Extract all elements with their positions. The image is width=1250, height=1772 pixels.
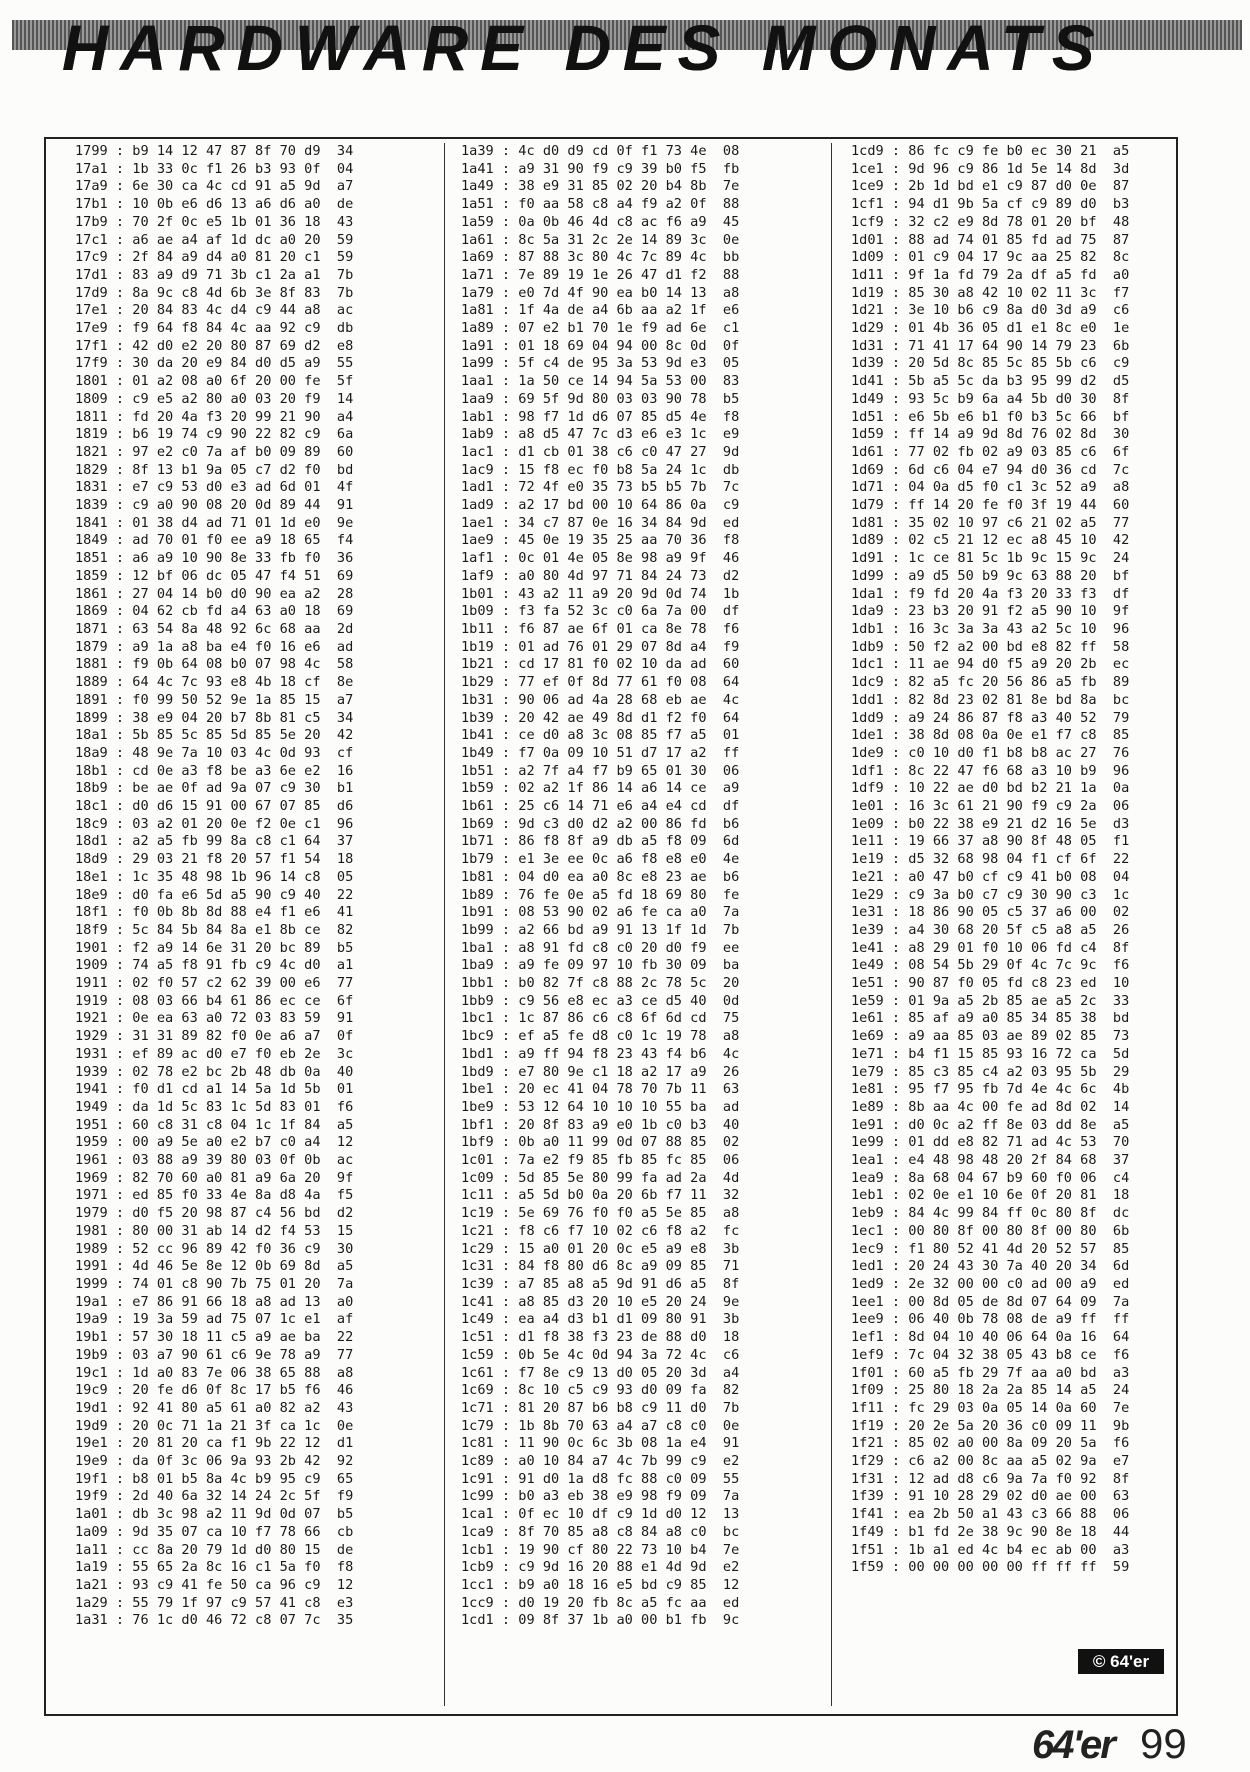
listing-line: 1f01 : 60 a5 fb 29 7f aa a0 bd a3 xyxy=(851,1364,1130,1381)
listing-line: 1c61 : f7 8e c9 13 d0 05 20 3d a4 xyxy=(461,1364,740,1381)
listing-line: 1b89 : 76 fe 0e a5 fd 18 69 80 fe xyxy=(461,886,740,903)
listing-line: 1d71 : 04 0a d5 f0 c1 3c 52 a9 a8 xyxy=(851,479,1130,496)
listing-line: 1bc1 : 1c 87 86 c6 c8 6f 6d cd 75 xyxy=(461,1010,740,1027)
listing-line: 1be1 : 20 ec 41 04 78 70 7b 11 63 xyxy=(461,1081,740,1098)
listing-line: 17c9 : 2f 84 a9 d4 a0 81 20 c1 59 xyxy=(75,249,354,266)
listing-line: 1bb1 : b0 82 7f c8 88 2c 78 5c 20 xyxy=(461,975,740,992)
listing-line: 19d1 : 92 41 80 a5 61 a0 82 a2 43 xyxy=(75,1399,354,1416)
listing-line: 1a39 : 4c d0 d9 cd 0f f1 73 4e 08 xyxy=(461,143,740,159)
listing-line: 1b69 : 9d c3 d0 d2 a2 00 86 fd b6 xyxy=(461,815,740,832)
listing-line: 1961 : 03 88 a9 39 80 03 0f 0b ac xyxy=(75,1152,354,1169)
listing-line: 1de1 : 38 8d 08 0a 0e e1 f7 c8 85 xyxy=(851,727,1130,744)
listing-line: 1a11 : cc 8a 20 79 1d d0 80 15 de xyxy=(75,1541,354,1558)
listing-line: 1cc9 : d0 19 20 fb 8c a5 fc aa ed xyxy=(461,1594,740,1611)
listing-line: 1ea9 : 8a 68 04 67 b9 60 f0 06 c4 xyxy=(851,1169,1130,1186)
listing-line: 1cb9 : c9 9d 16 20 88 e1 4d 9d e2 xyxy=(461,1559,740,1576)
listing-line: 1d81 : 35 02 10 97 c6 21 02 a5 77 xyxy=(851,514,1130,531)
listing-line: 1a41 : a9 31 90 f9 c9 39 b0 f5 fb xyxy=(461,160,740,177)
listing-line: 1bf1 : 20 8f 83 a9 e0 1b c0 b3 40 xyxy=(461,1116,740,1133)
listing-line: 1a29 : 55 79 1f 97 c9 57 41 c8 e3 xyxy=(75,1594,354,1611)
hex-column-3 xyxy=(851,143,1129,1772)
listing-line: 1d91 : 1c ce 81 5c 1b 9c 15 9c 24 xyxy=(851,550,1130,567)
listing-line: 1b79 : e1 3e ee 0c a6 f8 e8 e0 4e xyxy=(461,851,740,868)
listing-line: 1df9 : 10 22 ae d0 bd b2 21 1a 0a xyxy=(851,780,1130,797)
listing-line: 1ce1 : 9d 96 c9 86 1d 5e 14 8d 3d xyxy=(851,160,1130,177)
listing-line: 1b31 : 90 06 ad 4a 28 68 eb ae 4c xyxy=(461,691,740,708)
listing-line: 1b91 : 08 53 90 02 a6 fe ca a0 7a xyxy=(461,904,740,921)
listing-line: 18d9 : 29 03 21 f8 20 57 f1 54 18 xyxy=(75,851,354,868)
listing-line: 1d99 : a9 d5 50 b9 9c 63 88 20 bf xyxy=(851,567,1130,584)
listing-line: 1c29 : 15 a0 01 20 0c e5 a9 e8 3b xyxy=(461,1240,740,1257)
listing-line: 1e39 : a4 30 68 20 5f c5 a8 a5 26 xyxy=(851,921,1130,938)
listing-line: 1c19 : 5e 69 76 f0 f0 a5 5e 85 a8 xyxy=(461,1205,740,1222)
listing-line: 1ad9 : a2 17 bd 00 10 64 86 0a c9 xyxy=(461,497,740,514)
listing-line: 1ac9 : 15 f8 ec f0 b8 5a 24 1c db xyxy=(461,461,740,478)
listing-line: 1bd9 : e7 80 9e c1 18 a2 17 a9 26 xyxy=(461,1063,740,1080)
listing-line: 1b81 : 04 d0 ea a0 8c e8 23 ae b6 xyxy=(461,868,740,885)
listing-line: 1e31 : 18 86 90 05 c5 37 a6 00 02 xyxy=(851,904,1130,921)
listing-line: 1de9 : c0 10 d0 f1 b8 b8 ac 27 76 xyxy=(851,744,1130,761)
listing-line: 1b21 : cd 17 81 f0 02 10 da ad 60 xyxy=(461,656,740,673)
listing-line: 1d59 : ff 14 a9 9d 8d 76 02 8d 30 xyxy=(851,426,1130,443)
listing-line: 1d19 : 85 30 a8 42 10 02 11 3c f7 xyxy=(851,284,1130,301)
listing-line: 17e1 : 20 84 83 4c d4 c9 44 a8 ac xyxy=(75,302,354,319)
listing-line: 1879 : a9 1a a8 ba e4 f0 16 e6 ad xyxy=(75,638,354,655)
listing-line: 1a81 : 1f 4a de a4 6b aa a2 1f e6 xyxy=(461,302,740,319)
listing-line: 1901 : f2 a9 14 6e 31 20 bc 89 b5 xyxy=(75,939,354,956)
listing-line: 1a31 : 76 1c d0 46 72 c8 07 7c 35 xyxy=(75,1612,354,1629)
listing-line: 1d89 : 02 c5 21 12 ec a8 45 10 42 xyxy=(851,532,1130,549)
listing-line: 1941 : f0 d1 cd a1 14 5a 1d 5b 01 xyxy=(75,1081,354,1098)
listing-line: 1d69 : 6d c6 04 e7 94 d0 36 cd 7c xyxy=(851,461,1130,478)
listing-line: 1ba9 : a9 fe 09 97 10 fb 30 09 ba xyxy=(461,957,740,974)
listing-line: 1c21 : f8 c6 f7 10 02 c6 f8 a2 fc xyxy=(461,1222,740,1239)
listing-line: 1809 : c9 e5 a2 80 a0 03 20 f9 14 xyxy=(75,390,354,407)
listing-line: 1ef9 : 7c 04 32 38 05 43 b8 ce f6 xyxy=(851,1346,1130,1363)
listing-line: 1b59 : 02 a2 1f 86 14 a6 14 ce a9 xyxy=(461,780,740,797)
listing-line: 1c39 : a7 85 a8 a5 9d 91 d6 a5 8f xyxy=(461,1276,740,1292)
listing-line: 1b49 : f7 0a 09 10 51 d7 17 a2 ff xyxy=(461,744,740,761)
listing-line: 1a99 : 5f c4 de 95 3a 53 9d e3 05 xyxy=(461,355,740,372)
listing-line: 1c59 : 0b 5e 4c 0d 94 3a 72 4c c6 xyxy=(461,1346,740,1363)
listing-line: 1d41 : 5b a5 5c da b3 95 99 d2 d5 xyxy=(851,373,1130,390)
listing-line: 1881 : f9 0b 64 08 b0 07 98 4c 58 xyxy=(75,656,354,673)
listing-line: 18b9 : be ae 0f ad 9a 07 c9 30 b1 xyxy=(75,780,354,797)
listing-line: 1c51 : d1 f8 38 f3 23 de 88 d0 18 xyxy=(461,1329,740,1346)
page-title: HARDWARE DES MONATS xyxy=(62,12,1107,84)
listing-line: 1979 : d0 f5 20 98 87 c4 56 bd d2 xyxy=(75,1205,354,1222)
listing-line: 1f41 : ea 2b 50 a1 43 c3 66 88 06 xyxy=(851,1506,1130,1523)
listing-line: 19d9 : 20 0c 71 1a 21 3f ca 1c 0e xyxy=(75,1417,354,1434)
listing-line: 1d79 : ff 14 20 fe f0 3f 19 44 60 xyxy=(851,497,1130,514)
listing-line: 1c49 : ea a4 d3 b1 d1 09 80 91 3b xyxy=(461,1311,740,1328)
listing-line: 1821 : 97 e2 c0 7a af b0 09 89 60 xyxy=(75,443,354,460)
listing-line: 1e21 : a0 47 b0 cf c9 41 b0 08 04 xyxy=(851,868,1130,885)
listing-line: 1ed9 : 2e 32 00 00 c0 ad 00 a9 ed xyxy=(851,1276,1130,1292)
listing-line: 1c01 : 7a e2 f9 85 fb 85 fc 85 06 xyxy=(461,1152,740,1169)
listing-line: 1e91 : d0 0c a2 ff 8e 03 dd 8e a5 xyxy=(851,1116,1130,1133)
listing-line: 1ae9 : 45 0e 19 35 25 aa 70 36 f8 xyxy=(461,532,740,549)
column-divider xyxy=(444,143,445,1706)
listing-line: 1b19 : 01 ad 76 01 29 07 8d a4 f9 xyxy=(461,638,740,655)
listing-line: 1a59 : 0a 0b 46 4d c8 ac f6 a9 45 xyxy=(461,213,740,230)
listing-line: 1bb9 : c9 56 e8 ec a3 ce d5 40 0d xyxy=(461,992,740,1009)
listing-line: 1cd9 : 86 fc c9 fe b0 ec 30 21 a5 xyxy=(851,143,1130,159)
listing-line: 1801 : 01 a2 08 a0 6f 20 00 fe 5f xyxy=(75,373,354,390)
listing-line: 1f51 : 1b a1 ed 4c b4 ec ab 00 a3 xyxy=(851,1541,1130,1558)
listing-line: 17e9 : f9 64 f8 84 4c aa 92 c9 db xyxy=(75,320,354,337)
listing-line: 1cf9 : 32 c2 e9 8d 78 01 20 bf 48 xyxy=(851,213,1130,230)
listing-line: 1eb1 : 02 0e e1 10 6e 0f 20 81 18 xyxy=(851,1187,1130,1204)
listing-line: 1c99 : b0 a3 eb 38 e9 98 f9 09 7a xyxy=(461,1488,740,1505)
listing-line: 1909 : 74 a5 f8 91 fb c9 4c d0 a1 xyxy=(75,957,354,974)
listing-line: 1af9 : a0 80 4d 97 71 84 24 73 d2 xyxy=(461,567,740,584)
listing-line: 1f31 : 12 ad d8 c6 9a 7a f0 92 8f xyxy=(851,1470,1130,1487)
listing-line: 1b71 : 86 f8 8f a9 db a5 f8 09 6d xyxy=(461,833,740,850)
hex-column-2 xyxy=(461,143,739,1772)
listing-line: 1e79 : 85 c3 85 c4 a2 03 95 5b 29 xyxy=(851,1063,1130,1080)
listing-line: 1df1 : 8c 22 47 f6 68 a3 10 b9 96 xyxy=(851,762,1130,779)
listing-line: 18e1 : 1c 35 48 98 1b 96 14 c8 05 xyxy=(75,868,354,885)
listing-line: 1f09 : 25 80 18 2a 2a 85 14 a5 24 xyxy=(851,1382,1130,1399)
listing-line: 1929 : 31 31 89 82 f0 0e a6 a7 0f xyxy=(75,1028,354,1045)
listing-line: 1a69 : 87 88 3c 80 4c 7c 89 4c bb xyxy=(461,249,740,266)
listing-line: 1ad1 : 72 4f e0 35 73 b5 b5 7b 7c xyxy=(461,479,740,496)
listing-line: 1d61 : 77 02 fb 02 a9 03 85 c6 6f xyxy=(851,443,1130,460)
listing-line: 1851 : a6 a9 10 90 8e 33 fb f0 36 xyxy=(75,550,354,567)
listing-line: 18f9 : 5c 84 5b 84 8a e1 8b ce 82 xyxy=(75,921,354,938)
listing-line: 1d01 : 88 ad 74 01 85 fd ad 75 87 xyxy=(851,231,1130,248)
listing-line: 1ca1 : 0f ec 10 df c9 1d d0 12 13 xyxy=(461,1506,740,1523)
listing-line: 1a01 : db 3c 98 a2 11 9d 0d 07 b5 xyxy=(75,1506,354,1523)
listing-line: 1dc1 : 11 ae 94 d0 f5 a9 20 2b ec xyxy=(851,656,1130,673)
listing-line: 1e19 : d5 32 68 98 04 f1 cf 6f 22 xyxy=(851,851,1130,868)
listing-line: 1e29 : c9 3a b0 c7 c9 30 90 c3 1c xyxy=(851,886,1130,903)
listing-line: 19e1 : 20 81 20 ca f1 9b 22 12 d1 xyxy=(75,1435,354,1452)
listing-line: 1799 : b9 14 12 47 87 8f 70 d9 34 xyxy=(75,143,354,159)
listing-line: 1ed1 : 20 24 43 30 7a 40 20 34 6d xyxy=(851,1258,1130,1275)
listing-line: 1839 : c9 a0 90 08 20 0d 89 44 91 xyxy=(75,497,354,514)
listing-line: 19e9 : da 0f 3c 06 9a 93 2b 42 92 xyxy=(75,1453,354,1470)
listing-line: 1d31 : 71 41 17 64 90 14 79 23 6b xyxy=(851,337,1130,354)
listing-line: 1e89 : 8b aa 4c 00 fe ad 8d 02 14 xyxy=(851,1098,1130,1115)
listing-line: 1ba1 : a8 91 fd c8 c0 20 d0 f9 ee xyxy=(461,939,740,956)
listing-line: 1b41 : ce d0 a8 3c 08 85 f7 a5 01 xyxy=(461,727,740,744)
listing-line: 1a51 : f0 aa 58 c8 a4 f9 a2 0f 88 xyxy=(461,196,740,213)
listing-line: 1bc9 : ef a5 fe d8 c0 1c 19 78 a8 xyxy=(461,1028,740,1045)
listing-line: 1b51 : a2 7f a4 f7 b9 65 01 30 06 xyxy=(461,762,740,779)
listing-line: 19a1 : e7 86 91 66 18 a8 ad 13 a0 xyxy=(75,1293,354,1310)
listing-line: 17d1 : 83 a9 d9 71 3b c1 2a a1 7b xyxy=(75,266,354,283)
listing-line: 1ee9 : 06 40 0b 78 08 de a9 ff ff xyxy=(851,1311,1130,1328)
listing-line: 1e01 : 16 3c 61 21 90 f9 c9 2a 06 xyxy=(851,798,1130,815)
listing-line: 1aa9 : 69 5f 9d 80 03 03 90 78 b5 xyxy=(461,390,740,407)
listing-line: 1861 : 27 04 14 b0 d0 90 ea a2 28 xyxy=(75,585,354,602)
listing-line: 1a71 : 7e 89 19 1e 26 47 d1 f2 88 xyxy=(461,266,740,283)
listing-line: 1c89 : a0 10 84 a7 4c 7b 99 c9 e2 xyxy=(461,1453,740,1470)
listing-line: 1949 : da 1d 5c 83 1c 5d 83 01 f6 xyxy=(75,1098,354,1115)
listing-line: 1f39 : 91 10 28 29 02 d0 ae 00 63 xyxy=(851,1488,1130,1505)
copyright-badge: © 64'er xyxy=(1078,1649,1164,1674)
listing-line: 1dc9 : 82 a5 fc 20 56 86 a5 fb 89 xyxy=(851,674,1130,691)
listing-line: 17f1 : 42 d0 e2 20 80 87 69 d2 e8 xyxy=(75,337,354,354)
listing-line: 1f11 : fc 29 03 0a 05 14 0a 60 7e xyxy=(851,1399,1130,1416)
listing-line: 19f1 : b8 01 b5 8a 4c b9 95 c9 65 xyxy=(75,1470,354,1487)
listing-line: 1991 : 4d 46 5e 8e 12 0b 69 8d a5 xyxy=(75,1258,354,1275)
listing-line: 1911 : 02 f0 57 c2 62 39 00 e6 77 xyxy=(75,975,354,992)
listing-line: 1c79 : 1b 8b 70 63 a4 a7 c8 c0 0e xyxy=(461,1417,740,1434)
listing-line: 1cc1 : b9 a0 18 16 e5 bd c9 85 12 xyxy=(461,1576,740,1593)
listing-line: 1d11 : 9f 1a fd 79 2a df a5 fd a0 xyxy=(851,266,1130,283)
listing-line: 1d39 : 20 5d 8c 85 5c 85 5b c6 c9 xyxy=(851,355,1130,372)
listing-line: 1871 : 63 54 8a 48 92 6c 68 aa 2d xyxy=(75,620,354,637)
listing-line: 19c9 : 20 fe d6 0f 8c 17 b5 f6 46 xyxy=(75,1382,354,1399)
listing-line: 17a1 : 1b 33 0c f1 26 b3 93 0f 04 xyxy=(75,160,354,177)
listing-line: 1ef1 : 8d 04 10 40 06 64 0a 16 64 xyxy=(851,1329,1130,1346)
listing-line: 1e71 : b4 f1 15 85 93 16 72 ca 5d xyxy=(851,1045,1130,1062)
listing-line: 1d21 : 3e 10 b6 c9 8a d0 3d a9 c6 xyxy=(851,302,1130,319)
listing-line: 1c41 : a8 85 d3 20 10 e5 20 24 9e xyxy=(461,1293,740,1310)
listing-line: 1999 : 74 01 c8 90 7b 75 01 20 7a xyxy=(75,1276,354,1292)
listing-line: 17b1 : 10 0b e6 d6 13 a6 d6 a0 de xyxy=(75,196,354,213)
listing-line: 1981 : 80 00 31 ab 14 d2 f4 53 15 xyxy=(75,1222,354,1239)
listing-line: 1831 : e7 c9 53 d0 e3 ad 6d 01 4f xyxy=(75,479,354,496)
listing-line: 1811 : fd 20 4a f3 20 99 21 90 a4 xyxy=(75,408,354,425)
listing-line: 1d09 : 01 c9 04 17 9c aa 25 82 8c xyxy=(851,249,1130,266)
listing-line: 1a09 : 9d 35 07 ca 10 f7 78 66 cb xyxy=(75,1523,354,1540)
listing-line: 1969 : 82 70 60 a0 81 a9 6a 20 9f xyxy=(75,1169,354,1186)
listing-line: 17c1 : a6 ae a4 af 1d dc a0 20 59 xyxy=(75,231,354,248)
listing-line: 1959 : 00 a9 5e a0 e2 b7 c0 a4 12 xyxy=(75,1134,354,1151)
listing-line: 19b9 : 03 a7 90 61 c6 9e 78 a9 77 xyxy=(75,1346,354,1363)
listing-line: 19b1 : 57 30 18 11 c5 a9 ae ba 22 xyxy=(75,1329,354,1346)
listing-line: 1869 : 04 62 cb fd a4 63 a0 18 69 xyxy=(75,603,354,620)
listing-line: 1c69 : 8c 10 c5 c9 93 d0 09 fa 82 xyxy=(461,1382,740,1399)
listing-line: 1ee1 : 00 8d 05 de 8d 07 64 09 7a xyxy=(851,1293,1130,1310)
listing-line: 1e11 : 19 66 37 a8 90 8f 48 05 f1 xyxy=(851,833,1130,850)
listing-line: 1939 : 02 78 e2 bc 2b 48 db 0a 40 xyxy=(75,1063,354,1080)
listing-line: 1971 : ed 85 f0 33 4e 8a d8 4a f5 xyxy=(75,1187,354,1204)
listing-line: 1da1 : f9 fd 20 4a f3 20 33 f3 df xyxy=(851,585,1130,602)
footer-brand-logo: 64'er xyxy=(1032,1723,1114,1767)
listing-line: 1889 : 64 4c 7c 93 e8 4b 18 cf 8e xyxy=(75,674,354,691)
hex-column-1 xyxy=(75,143,353,1772)
listing-line: 1f21 : 85 02 a0 00 8a 09 20 5a f6 xyxy=(851,1435,1130,1452)
listing-line: 1ac1 : d1 cb 01 38 c6 c0 47 27 9d xyxy=(461,443,740,460)
listing-line: 1b39 : 20 42 ae 49 8d d1 f2 f0 64 xyxy=(461,709,740,726)
column-divider xyxy=(831,143,832,1706)
listing-line: 1b61 : 25 c6 14 71 e6 a4 e4 cd df xyxy=(461,798,740,815)
listing-line: 19c1 : 1d a0 83 7e 06 38 65 88 a8 xyxy=(75,1364,354,1381)
listing-line: 1ec9 : f1 80 52 41 4d 20 52 57 85 xyxy=(851,1240,1130,1257)
listing-line: 1c71 : 81 20 87 b6 b8 c9 11 d0 7b xyxy=(461,1399,740,1416)
listing-line: 17d9 : 8a 9c c8 4d 6b 3e 8f 83 7b xyxy=(75,284,354,301)
listing-line: 1c81 : 11 90 0c 6c 3b 08 1a e4 91 xyxy=(461,1435,740,1452)
listing-line: 1d29 : 01 4b 36 05 d1 e1 8c e0 1e xyxy=(851,320,1130,337)
listing-line: 1ce9 : 2b 1d bd e1 c9 87 d0 0e 87 xyxy=(851,178,1130,195)
listing-line: 1db1 : 16 3c 3a 3a 43 a2 5c 10 96 xyxy=(851,620,1130,637)
listing-line: 1c09 : 5d 85 5e 80 99 fa ad 2a 4d xyxy=(461,1169,740,1186)
listing-line: 1a79 : e0 7d 4f 90 ea b0 14 13 a8 xyxy=(461,284,740,301)
listing-line: 1b11 : f6 87 ae 6f 01 ca 8e 78 f6 xyxy=(461,620,740,637)
listing-line: 1d49 : 93 5c b9 6a a4 5b d0 30 8f xyxy=(851,390,1130,407)
listing-line: 1819 : b6 19 74 c9 90 22 82 c9 6a xyxy=(75,426,354,443)
listing-line: 1cb1 : 19 90 cf 80 22 73 10 b4 7e xyxy=(461,1541,740,1558)
listing-line: 1891 : f0 99 50 52 9e 1a 85 15 a7 xyxy=(75,691,354,708)
listing-line: 17f9 : 30 da 20 e9 84 d0 d5 a9 55 xyxy=(75,355,354,372)
listing-line: 1bf9 : 0b a0 11 99 0d 07 88 85 02 xyxy=(461,1134,740,1151)
listing-line: 1aa1 : 1a 50 ce 14 94 5a 53 00 83 xyxy=(461,373,740,390)
listing-line: 1899 : 38 e9 04 20 b7 8b 81 c5 34 xyxy=(75,709,354,726)
listing-line: 1849 : ad 70 01 f0 ee a9 18 65 f4 xyxy=(75,532,354,549)
listing-line: 1f29 : c6 a2 00 8c aa a5 02 9a e7 xyxy=(851,1453,1130,1470)
listing-line: 1e59 : 01 9a a5 2b 85 ae a5 2c 33 xyxy=(851,992,1130,1009)
listing-line: 18b1 : cd 0e a3 f8 be a3 6e e2 16 xyxy=(75,762,354,779)
listing-line: 1e41 : a8 29 01 f0 10 06 fd c4 8f xyxy=(851,939,1130,956)
listing-line: 1b29 : 77 ef 0f 8d 77 61 f0 08 64 xyxy=(461,674,740,691)
listing-line: 1f19 : 20 2e 5a 20 36 c0 09 11 9b xyxy=(851,1417,1130,1434)
listing-line: 1ea1 : e4 48 98 48 20 2f 84 68 37 xyxy=(851,1152,1130,1169)
listing-line: 18d1 : a2 a5 fb 99 8a c8 c1 64 37 xyxy=(75,833,354,850)
listing-line: 1a21 : 93 c9 41 fe 50 ca 96 c9 12 xyxy=(75,1576,354,1593)
listing-line: 1859 : 12 bf 06 dc 05 47 f4 51 69 xyxy=(75,567,354,584)
listing-line: 1a49 : 38 e9 31 85 02 20 b4 8b 7e xyxy=(461,178,740,195)
listing-line: 1da9 : 23 b3 20 91 f2 a5 90 10 9f xyxy=(851,603,1130,620)
page-number: 99 xyxy=(1140,1720,1187,1767)
listing-line: 1ab9 : a8 d5 47 7c d3 e6 e3 1c e9 xyxy=(461,426,740,443)
listing-line: 1b01 : 43 a2 11 a9 20 9d 0d 74 1b xyxy=(461,585,740,602)
listing-line: 1cd1 : 09 8f 37 1b a0 00 b1 fb 9c xyxy=(461,1612,740,1629)
listing-line: 1b99 : a2 66 bd a9 91 13 1f 1d 7b xyxy=(461,921,740,938)
listing-line: 1829 : 8f 13 b1 9a 05 c7 d2 f0 bd xyxy=(75,461,354,478)
listing-line: 1dd9 : a9 24 86 87 f8 a3 40 52 79 xyxy=(851,709,1130,726)
listing-line: 1db9 : 50 f2 a2 00 bd e8 82 ff 58 xyxy=(851,638,1130,655)
listing-line: 1c91 : 91 d0 1a d8 fc 88 c0 09 55 xyxy=(461,1470,740,1487)
listing-line: 18c1 : d0 d6 15 91 00 67 07 85 d6 xyxy=(75,798,354,815)
listing-line: 1e61 : 85 af a9 a0 85 34 85 38 bd xyxy=(851,1010,1130,1027)
listing-line: 1f49 : b1 fd 2e 38 9c 90 8e 18 44 xyxy=(851,1523,1130,1540)
listing-line: 1eb9 : 84 4c 99 84 ff 0c 80 8f dc xyxy=(851,1205,1130,1222)
listing-line: 1921 : 0e ea 63 a0 72 03 83 59 91 xyxy=(75,1010,354,1027)
listing-line: 1b09 : f3 fa 52 3c c0 6a 7a 00 df xyxy=(461,603,740,620)
listing-line: 1a19 : 55 65 2a 8c 16 c1 5a f0 f8 xyxy=(75,1559,354,1576)
listing-line: 17b9 : 70 2f 0c e5 1b 01 36 18 43 xyxy=(75,213,354,230)
listing-line: 18a9 : 48 9e 7a 10 03 4c 0d 93 cf xyxy=(75,744,354,761)
listing-line: 17a9 : 6e 30 ca 4c cd 91 a5 9d a7 xyxy=(75,178,354,195)
listing-line: 19a9 : 19 3a 59 ad 75 07 1c e1 af xyxy=(75,1311,354,1328)
listing-line: 1d51 : e6 5b e6 b1 f0 b3 5c 66 bf xyxy=(851,408,1130,425)
listing-line: 1e99 : 01 dd e8 82 71 ad 4c 53 70 xyxy=(851,1134,1130,1151)
listing-line: 1cf1 : 94 d1 9b 5a cf c9 89 d0 b3 xyxy=(851,196,1130,213)
listing-line: 1dd1 : 82 8d 23 02 81 8e bd 8a bc xyxy=(851,691,1130,708)
listing-line: 1ab1 : 98 f7 1d d6 07 85 d5 4e f8 xyxy=(461,408,740,425)
listing-line: 1931 : ef 89 ac d0 e7 f0 eb 2e 3c xyxy=(75,1045,354,1062)
listing-line: 1bd1 : a9 ff 94 f8 23 43 f4 b6 4c xyxy=(461,1045,740,1062)
listing-line: 1e51 : 90 87 f0 05 fd c8 23 ed 10 xyxy=(851,975,1130,992)
listing-line: 1c11 : a5 5d b0 0a 20 6b f7 11 32 xyxy=(461,1187,740,1204)
listing-line: 1a91 : 01 18 69 04 94 00 8c 0d 0f xyxy=(461,337,740,354)
listing-line: 18f1 : f0 0b 8b 8d 88 e4 f1 e6 41 xyxy=(75,904,354,921)
listing-line: 18c9 : 03 a2 01 20 0e f2 0e c1 96 xyxy=(75,815,354,832)
listing-line: 1f59 : 00 00 00 00 00 ff ff ff 59 xyxy=(851,1559,1130,1576)
listing-line: 18a1 : 5b 85 5c 85 5d 85 5e 20 42 xyxy=(75,727,354,744)
listing-line: 18e9 : d0 fa e6 5d a5 90 c9 40 22 xyxy=(75,886,354,903)
listing-line: 1a61 : 8c 5a 31 2c 2e 14 89 3c 0e xyxy=(461,231,740,248)
listing-line: 1e09 : b0 22 38 e9 21 d2 16 5e d3 xyxy=(851,815,1130,832)
listing-line: 1ca9 : 8f 70 85 a8 c8 84 a8 c0 bc xyxy=(461,1523,740,1540)
listing-line: 1af1 : 0c 01 4e 05 8e 98 a9 9f 46 xyxy=(461,550,740,567)
listing-line: 1c31 : 84 f8 80 d6 8c a9 09 85 71 xyxy=(461,1258,740,1275)
listing-line: 1e49 : 08 54 5b 29 0f 4c 7c 9c f6 xyxy=(851,957,1130,974)
listing-line: 1ae1 : 34 c7 87 0e 16 34 84 9d ed xyxy=(461,514,740,531)
listing-line: 1ec1 : 00 80 8f 00 80 8f 00 80 6b xyxy=(851,1222,1130,1239)
listing-line: 1e81 : 95 f7 95 fb 7d 4e 4c 6c 4b xyxy=(851,1081,1130,1098)
listing-line: 19f9 : 2d 40 6a 32 14 24 2c 5f f9 xyxy=(75,1488,354,1505)
listing-line: 1be9 : 53 12 64 10 10 10 55 ba ad xyxy=(461,1098,740,1115)
listing-line: 1989 : 52 cc 96 89 42 f0 36 c9 30 xyxy=(75,1240,354,1257)
listing-line: 1e69 : a9 aa 85 03 ae 89 02 85 73 xyxy=(851,1028,1130,1045)
listing-line: 1951 : 60 c8 31 c8 04 1c 1f 84 a5 xyxy=(75,1116,354,1133)
listing-line: 1919 : 08 03 66 b4 61 86 ec ce 6f xyxy=(75,992,354,1009)
listing-line: 1841 : 01 38 d4 ad 71 01 1d e0 9e xyxy=(75,514,354,531)
listing-line: 1a89 : 07 e2 b1 70 1e f9 ad 6e c1 xyxy=(461,320,740,337)
